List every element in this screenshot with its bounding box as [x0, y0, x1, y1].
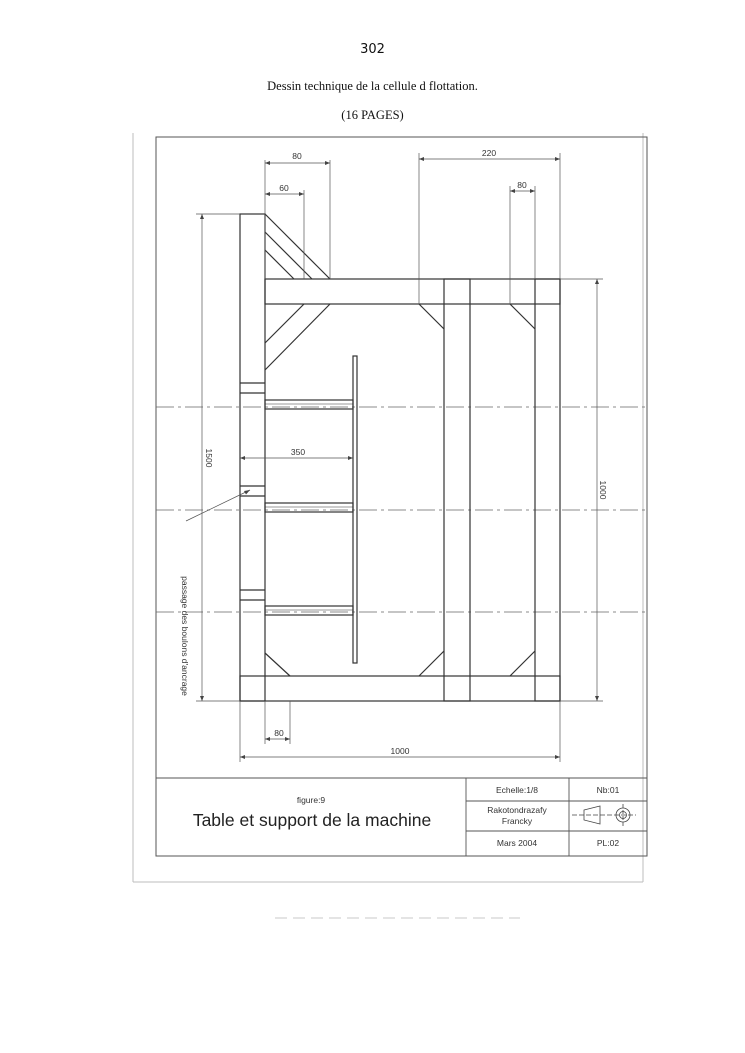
drawing-caption: Dessin technique de la cellule d flottation.: [267, 79, 478, 93]
dim-80-bottom: 80: [274, 728, 284, 738]
anchor-bolt-note: passage des boulons d'ancrage: [180, 576, 190, 696]
dim-1500: 1500: [204, 448, 214, 468]
scan-sheet-border: [133, 133, 643, 882]
dim-1000-bottom: 1000: [390, 746, 410, 756]
date-label: Mars 2004: [496, 838, 538, 848]
plate-label: PL:02: [596, 838, 620, 848]
scale-label: Echelle:1/8: [495, 785, 539, 795]
shelf-bars: [265, 400, 353, 615]
figure-label: figure:9: [296, 795, 326, 805]
dim-350: 350: [290, 447, 306, 457]
author-firstname: Francky: [501, 816, 533, 826]
support-frame: [240, 214, 560, 701]
count-label: Nb:01: [596, 785, 620, 795]
dim-60: 60: [279, 183, 289, 193]
dim-220: 220: [481, 148, 497, 158]
dim-1000-right: 1000: [598, 480, 608, 500]
dim-80-right: 80: [517, 180, 527, 190]
projection-symbol-icon: [572, 804, 636, 826]
center-lines: [156, 407, 647, 612]
dim-80-top: 80: [292, 151, 302, 161]
dimension-lines: [186, 153, 603, 762]
page-count-caption: (16 PAGES): [341, 108, 404, 122]
author-name: Rakotondrazafy: [487, 805, 547, 815]
page-number: 302: [360, 42, 385, 57]
vertical-plate: [353, 356, 357, 663]
drawing-title: Table et support de la machine: [192, 810, 432, 830]
